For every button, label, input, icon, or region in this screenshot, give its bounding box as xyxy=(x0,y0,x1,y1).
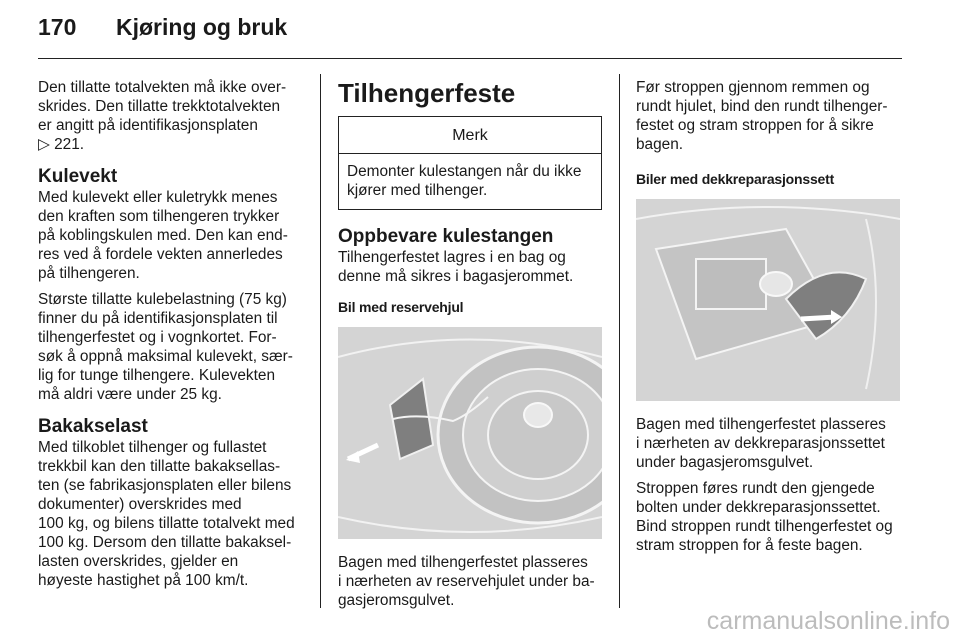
note-title: Merk xyxy=(339,117,601,154)
strap-paragraph: Før stroppen gjennom remmen og rundt hjulet, bind den rundt tilhenger- festet og stram stroppen for å sikre bagen. xyxy=(636,79,888,153)
page-title: Kjøring og bruk xyxy=(116,14,288,40)
storage-heading: Oppbevare kulestangen xyxy=(338,226,554,247)
column-divider-1 xyxy=(320,74,321,608)
spare-wheel-caption: Bagen med tilhengerfestet plasseres i nærheten av reservehjulet under ba- gasjeromsgulvet. xyxy=(338,554,595,609)
kulevekt-paragraph-1: Med kulevekt eller kuletrykk menes den kraften som tilhengeren trykker på koblingskulen med. Den kan end- res ved å fordele vekten annerledes på tilhengeren. xyxy=(38,189,288,282)
repair-kit-paragraph-2: Stroppen føres rundt den gjengede bolten under dekkreparasjonssettet. Bind stroppen rundt tilhengerfestet og stram stroppen for å feste bagen. xyxy=(636,480,893,554)
note-body: Demonter kulestangen når du ikke kjører med tilhenger. xyxy=(347,163,582,199)
page-header xyxy=(38,14,287,41)
page-reference[interactable]: 221. xyxy=(54,136,85,153)
repair-kit-illustration xyxy=(636,199,900,401)
repair-kit-label: Biler med dekkreparasjonssett xyxy=(636,171,835,187)
column-3 xyxy=(636,78,902,562)
page-reference-icon: ▷ xyxy=(38,136,50,153)
column-1 xyxy=(38,78,304,597)
column-2 xyxy=(338,78,602,617)
storage-paragraph: Tilhengerfestet lagres i en bag og denne må sikres i bagasjerommet. xyxy=(338,249,574,285)
page-number: 170 xyxy=(38,14,77,40)
intro-paragraph: Den tillatte totalvekten må ikke over- skrides. Den tillatte trekktotalvekten er angitt på identifikasjonsplaten ▷ 221. xyxy=(38,79,287,153)
section-heading: Tilhengerfeste xyxy=(338,78,516,108)
bakakselast-paragraph: Med tilkoblet tilhenger og fullastet trekkbil kan den tillatte bakaksellas- ten (se fabrikasjonsplaten eller bilens dokumenter) overskrides med 100 kg, og bilens tillatte totalvekt med 100 kg. Dersom den tillatte bakaksel- lasten overskrides, gjelder en høyeste hastighet på 100 km/t. xyxy=(38,439,295,589)
watermark: carmanualsonline.info xyxy=(706,607,950,635)
spare-wheel-illustration xyxy=(338,327,602,539)
spare-wheel-label: Bil med reservehjul xyxy=(338,299,464,315)
bakakselast-heading: Bakakselast xyxy=(38,416,148,437)
column-divider-2 xyxy=(619,74,620,608)
repair-kit-paragraph-1: Bagen med tilhengerfestet plasseres i nærheten av dekkreparasjonssettet under bagasjeromsgulvet. xyxy=(636,416,886,471)
kulevekt-paragraph-2: Største tillatte kulebelastning (75 kg) finner du på identifikasjonsplaten til tilhengerfestet og i vognkortet. For- søk å oppnå maksimal kulevekt, sær- lig for tunge tilhengere. Kulevekten må aldri være under 25 kg. xyxy=(38,291,293,403)
header-rule xyxy=(38,58,902,59)
kulevekt-heading: Kulevekt xyxy=(38,166,118,187)
note-box xyxy=(338,116,602,210)
